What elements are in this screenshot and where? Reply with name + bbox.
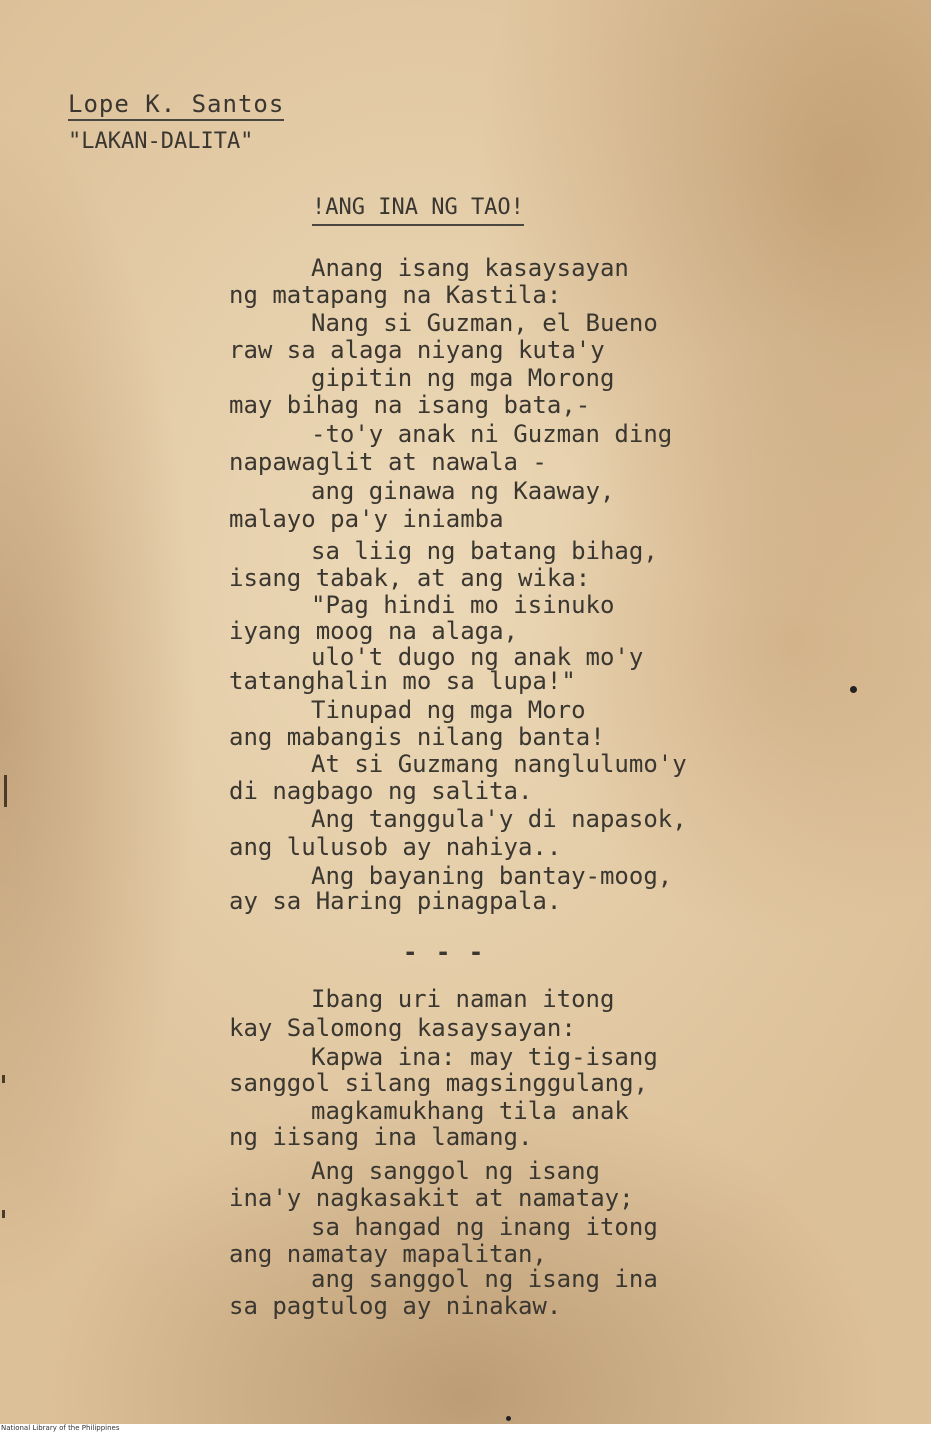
verse-line: ang namatay mapalitan, xyxy=(229,1240,547,1268)
verse-line: malayo pa'y iniamba xyxy=(229,505,504,533)
verse-line: sa liig ng batang bihag, xyxy=(311,537,658,565)
verse-line: magkamukhang tila anak xyxy=(311,1097,629,1125)
author-name: Lope K. Santos xyxy=(68,90,284,121)
verse-line: ang mabangis nilang banta! xyxy=(229,723,605,751)
ink-speck xyxy=(506,1416,511,1421)
verse-line: di nagbago ng salita. xyxy=(229,777,533,805)
stanza-separator: - - - xyxy=(403,938,486,966)
verse-line: iyang moog na alaga, xyxy=(229,617,518,645)
ink-speck xyxy=(850,686,857,693)
verse-line: ulo't dugo ng anak mo'y xyxy=(311,643,644,671)
verse-line: tatanghalin mo sa lupa!" xyxy=(229,667,576,695)
page-edge-mark xyxy=(2,1075,5,1083)
verse-line: gipitin ng mga Morong xyxy=(311,364,615,392)
verse-line: "Pag hindi mo isinuko xyxy=(311,591,615,619)
verse-line: Ang bayaning bantay-moog, xyxy=(311,862,673,890)
verse-line: -to'y anak ni Guzman ding xyxy=(311,420,673,448)
verse-line: raw sa alaga niyang kuta'y xyxy=(229,336,605,364)
verse-line: Ang sanggol ng isang xyxy=(311,1157,600,1185)
verse-line: ang lulusob ay nahiya.. xyxy=(229,833,562,861)
verse-line: sa pagtulog ay ninakaw. xyxy=(229,1292,562,1320)
verse-line: ng matapang na Kastila: xyxy=(229,281,562,309)
verse-line: may bihag na isang bata,- xyxy=(229,391,591,419)
verse-line: ina'y nagkasakit at namatay; xyxy=(229,1184,634,1212)
verse-line: Ibang uri naman itong xyxy=(311,985,615,1013)
poem-title: !ANG INA NG TAO! xyxy=(312,195,524,226)
verse-line: napawaglit at nawala - xyxy=(229,448,547,476)
verse-line: At si Guzmang nanglulumo'y xyxy=(311,750,687,778)
footer-credit: National Library of the Philippines xyxy=(0,1424,931,1433)
verse-line: Nang si Guzman, el Bueno xyxy=(311,309,658,337)
verse-line: sa hangad ng inang itong xyxy=(311,1213,658,1241)
verse-line: ang sanggol ng isang ina xyxy=(311,1265,658,1293)
page-edge-mark xyxy=(2,1210,5,1218)
verse-line: ang ginawa ng Kaaway, xyxy=(311,477,615,505)
verse-line: ng iisang ina lamang. xyxy=(229,1123,533,1151)
verse-line: isang tabak, at ang wika: xyxy=(229,564,591,592)
verse-line: sanggol silang magsinggulang, xyxy=(229,1069,649,1097)
pen-name: "LAKAN-DALITA" xyxy=(68,129,254,154)
verse-line: Tinupad ng mga Moro xyxy=(311,696,586,724)
page-edge-mark xyxy=(4,775,7,807)
verse-line: Kapwa ina: may tig-isang xyxy=(311,1043,658,1071)
verse-line: kay Salomong kasaysayan: xyxy=(229,1014,576,1042)
verse-line: Anang isang kasaysayan xyxy=(311,254,629,282)
verse-line: ay sa Haring pinagpala. xyxy=(229,887,562,915)
verse-line: Ang tanggula'y di napasok, xyxy=(311,805,687,833)
